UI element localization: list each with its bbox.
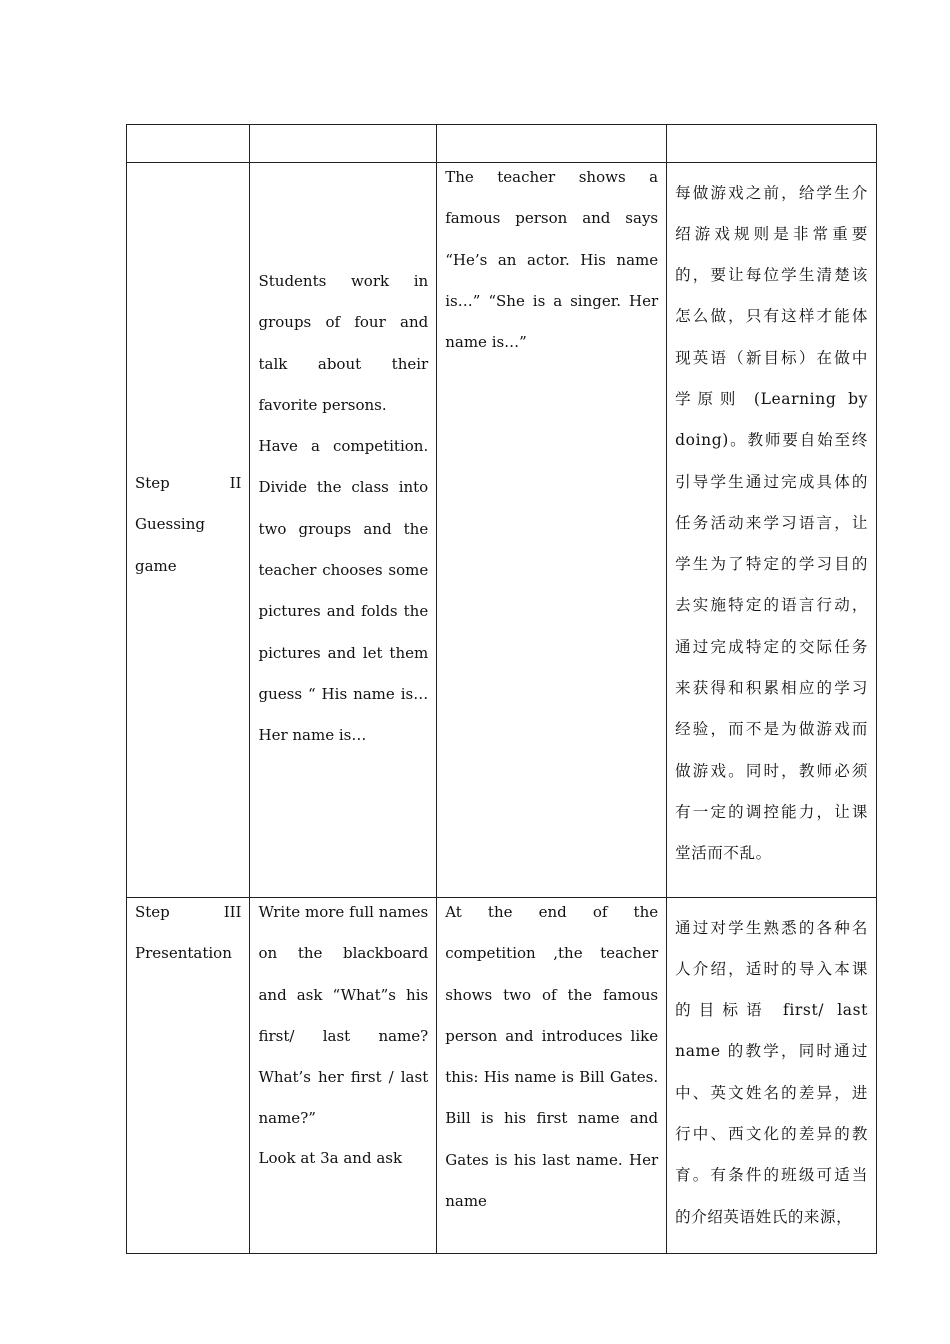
header-row xyxy=(127,125,877,163)
step-cell xyxy=(127,898,250,1254)
lesson-plan-table xyxy=(126,124,877,1254)
step-number: III xyxy=(223,903,242,921)
header-cell-2 xyxy=(250,125,437,163)
step-title-2: game xyxy=(135,556,177,575)
activity-cell xyxy=(250,898,437,1254)
teacher-cell xyxy=(437,898,667,1254)
teacher-paragraph: At the end of the competition ,the teacher shows two of the famous person and introduces like this: His name is Bill Gates. Bill is his first name and Gates is his last name. Her name xyxy=(445,903,659,1211)
step-word: Step xyxy=(135,903,170,921)
table-row-step-3 xyxy=(127,898,877,1254)
header-cell-1 xyxy=(127,125,250,163)
activity-paragraph: Write more full names on the blackboard and ask “What”s his first/ last name? What’s her first / last name?” xyxy=(258,903,429,1128)
purpose-cell xyxy=(667,898,877,1254)
teacher-paragraph: The teacher shows a famous person and says “He’s an actor. His name is…” “She is a singer. Her name is…” xyxy=(445,168,659,352)
purpose-cell xyxy=(667,163,877,898)
step-title: Presentation xyxy=(135,944,232,963)
purpose-paragraph: 每做游戏之前，给学生介绍游戏规则是非常重要的，要让每位学生清楚该怎么做，只有这样才能体现英语（新目标）在做中学原则 (Learning by doing)。教师要自始至终引导学生通过完成具体的任务活动来学习语言，让学生为了特定的学习目的去实施特定的语言行动，通过完成特定的交际任务来获得和积累相应的学习经验，而不是为做游戏而做游戏。同时，教师必须有一定的调控能力，让课堂活而不乱。 xyxy=(675,183,868,863)
activity-paragraph: Students work in groups of four and talk about their favorite persons. xyxy=(258,272,429,414)
step-number: II xyxy=(229,474,242,493)
table-row-step-2 xyxy=(127,163,877,898)
step-word: Step xyxy=(135,474,170,493)
header-cell-4 xyxy=(667,125,877,163)
teacher-cell xyxy=(437,163,667,898)
step-label-line xyxy=(135,463,241,504)
activity-paragraph: Have a competition. Divide the class into two groups and the teacher chooses some pictures and folds the pictures and let them guess “ His name is… Her name is… xyxy=(258,437,429,745)
activity-cell xyxy=(250,163,437,898)
header-cell-3 xyxy=(437,125,667,163)
step-cell xyxy=(127,163,250,898)
step-title: Guessing xyxy=(135,515,205,534)
purpose-paragraph: 通过对学生熟悉的各种名人介绍，适时的导入本课的目标语 first/ last name 的教学，同时通过中、英文姓名的差异，进行中、西文化的差异的教育。有条件的班级可适当的介绍英语姓氏的来源， xyxy=(675,918,868,1226)
activity-paragraph: Look at 3a and ask xyxy=(258,1148,403,1167)
step-label-line xyxy=(135,898,241,934)
